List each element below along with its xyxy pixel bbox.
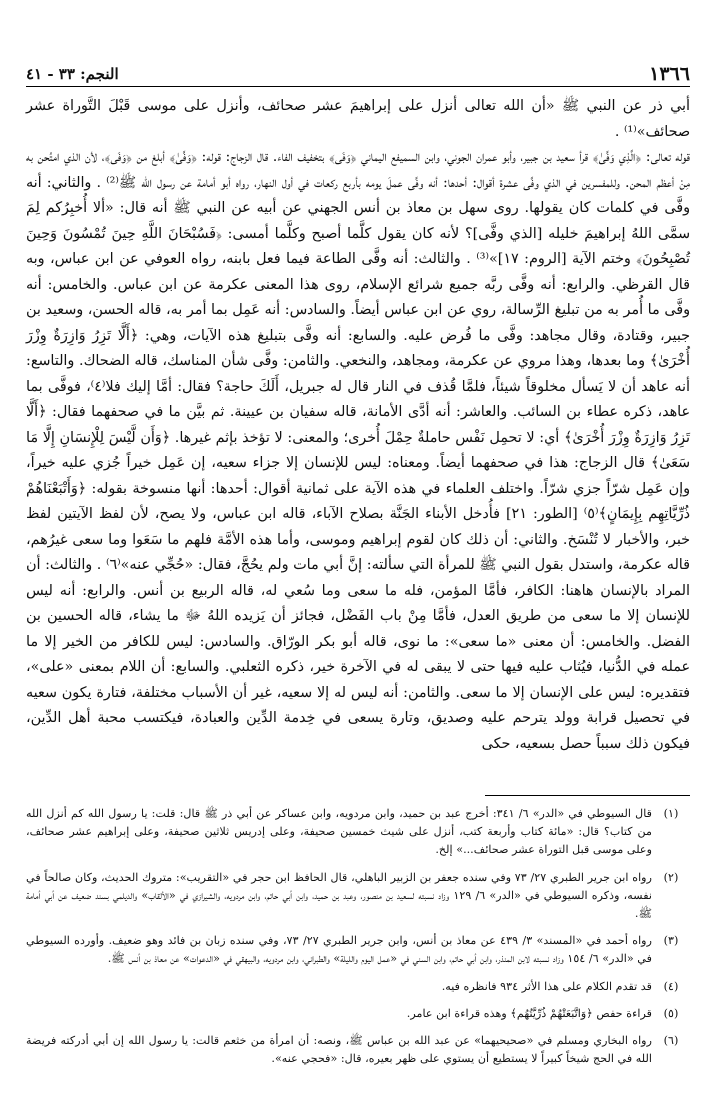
footnote-number: (٤): [663, 979, 679, 993]
footnote-item: [26, 805, 690, 860]
paragraph-1: أبي ذر عن النبي ﷺ «أن الله تعالى أنزل على إبراهيمَ عشر صحائف، وأنزل على موسى قَبْلَ التَّوراة عشر صحائف»⁽¹⁾ .: [26, 98, 690, 140]
footnote-text: رواه ابن جرير الطبري ٢٧/ ٧٣ وفي سنده جعفر بن الزبير الباهلي، قال الحافظ ابن حجر في «التقريب»: متروك الحديث، وكان صالحاً في نفسه، وذكره السيوطي في «الدر» ٦/ ١٢٩ وزاد نسبته لسعيد بن منصور، وعبد بن حميد، وابن أبي حاتم، وابن مردويه، والشيرازي في «الألقاب» والديلمي بسند ضعيف عن أبي أمامة ﷺ.: [26, 870, 652, 921]
footnotes: [26, 805, 690, 1077]
page-header: [26, 58, 690, 87]
footnote-separator: [485, 795, 690, 796]
footnote-text: قال السيوطي في «الدر» ٦/ ٣٤١: أخرج عبد بن حميد، وابن مردويه، وابن عساكر عن أبي ذر ﷺ قال: قلت: يا رسول الله كم أنزل الله من كتاب؟ قال: «مائة كتاب وأربعة كتب، أنزل على شيث خمسين صحيفة، وعلى إدريس ثلاثين صحيفة، وعلى إبراهيم عشر صحائف، وعلى موسى قبل التوراة عشر صحائف...» إلخ.: [26, 807, 652, 857]
footnote-item: [26, 932, 690, 968]
footnote-text: قراءة حفص ﴿وَاتَّبَعَتْهُمْ ذُرِّيَّتُهُم﴾ وهذه قراءة ابن عامر.: [406, 1006, 652, 1020]
footnote-item: [26, 1032, 690, 1068]
footnote-item: [26, 869, 690, 924]
footnote-text: قد تقدم الكلام على هذا الأثر ٩٣٤ فانظره فيه.: [441, 979, 652, 993]
footnote-number: (٥): [663, 1006, 679, 1020]
footnote-item: [26, 1005, 690, 1023]
footnote-number: (٣): [663, 934, 679, 948]
footnote-number: (١): [663, 807, 679, 820]
paragraph-2: قوله تعالى: ﴿الَّذِي وَفَّىٰ﴾ قرأ سعيد بن جبير، وأبو عمران الجوني، وابن السميفع اليماني ﴿وَفَى﴾ بتخفيف الفاء. قال الزجاج: قوله: ﴿وَفَّىٰ﴾ أبلغ من ﴿وَفَى﴾، لأن الذي امتُحن به مِنْ أعظم المحن. وللمفسرين في الذي وفَّى عشرة أقوال: أحدها: أنه وفَّى عملَ يومه بأربع ركعات في أول النهار، رواه أبو أمامة عن رسول الله ﷺ⁽²⁾ . والثاني: أنه وفَّى في كلمات كان يقولها. روى سهل بن معاذ بن أنس الجهني عن أبيه عن النبي ﷺ أنه قال: «ألا أُخبِرُكم لِمَ سمَّى اللهُ إبراهيمَ خليله [الذي وفَّى]؟ لأنه كان يقول كلَّما أصبح وكلَّما أمسى: ﴿فَسُبْحَانَ اللَّهِ حِينَ تُمْسُونَ وَحِينَ تُصْبِحُونَ﴾ وختم الآية [الروم: ١٧]»⁽³⁾ . والثالث: أنه وفَّى الطاعة فيما فعل بابنه، رواه العوفي عن ابن عباس، وبه قال القرظي. والرابع: أنه وفَّى ربَّه جميع شرائع الإسلام، روى هذا المعنى عكرمة عن ابن عباس. والخامس: أنه وفَّى ما أُمر به من تبليغ الرِّسالة، روي عن ابن عباس أيضاً. والسادس: أنه عَمِل بما أمر به، قاله الحسن، وسعيد بن جبير، وقتادة، وقال مجاهد: وفَّى ما فُرض عليه. والسابع: أنه وفَّى بتبليغ هذه الآيات، وهي: ﴿أَلَّا تَزِرُ وَازِرَةٌ وِزْرَ أُخْرَىٰ﴾ وما بعدها، وهذا مروي عن عكرمة، ومجاهد، والنخعي. والثامن: وفَّى شأن المناسك، قاله الضحاك. والتاسع: أنه عاهد أن لا يَسأل مخلوقاً شيئاً، فلمَّا قُذف في النار قال له جبريل، أَلَكَ حاجة؟ فقال: أمَّا إليك فلا⁽٤⁾، فوفَّى بما عاهد، ذكره عطاء بن السائب. والعاشر: أنه أدَّى الأمانة، قاله سفيان بن عيينة. ثم بيَّن ما في صحفهما فقال: ﴿أَلَّا تَزِرُ وَازِرَةٌ وِزْرَ أُخْرَىٰ﴾ أي: لا تحمِل نَفْس حاملةٌ حِمْلَ أُخرى؛ والمعنى: لا تؤخذ بإثم غيرها. ﴿وَأَن لَّيْسَ لِلْإِنسَانِ إِلَّا مَا سَعَىٰ﴾ قال الزجاج: هذا في صحفهما أيضاً. ومعناه: ليس للإنسان إلا جزاء سعيه، إن عَمِل خيراً جُزي عليه خيراً، وإن عَمِل شرّاً جزي شرّاً. واختلف العلماء في هذه الآية على ثمانية أقوال: أحدها: أنها منسوخة بقوله: ﴿وَأَتْبَعْنَاهُمْ ذُرِّيَّاتِهِم بِإِيمَانٍ﴾⁽٥⁾ [الطور: ٢١] فأُدخل الأبناء الجَنَّة بصلاح الآباء، قاله ابن عباس، ولا يصح، لأن لفظ الآيتين لفظ خبر، والأخبار لا تُنْسَخ. والثاني: أن ذلك كان لقوم إبراهيم وموسى، وأما هذه الأمَّة فلهم ما سَعَوا وما سعى غيرُهم، قاله عكرمة، واستدل بقول النبي ﷺ للمرأة التي سألته: إنَّ أبي مات ولم يحُجَّ، فقال: «حُجِّي عنه»⁽٦⁾ . والثالث: أن المراد بالإنسان هاهنا: الكافر، فأمَّا المؤمن، فله ما سعى وما سُعي له، قاله الربيع بن أنس. والرابع: أنه ليس للإنسان إلا ما سعى من طريق العدل، فأمَّا مِنْ باب الفَضْل، فجائز أن يَزيده اللهُ ﷻ ما يشاء، قاله الحسين بن الفضل. والخامس: أن معنى «ما سعى»: ما نوى، قاله أبو بكر الورّاق. والسادس: ليس للكافر من الخير إلا ما عمله في الدُّنيا، فيُثاب عليه فيها حتى لا يبقى له في الآخرة خير، ذكره الثعلبي. والسابع: أن اللام بمعنى «على»، فتقديره: ليس على الإنسان إلا ما سعى. والثامن: أنه ليس له إلا سعيه، غير أن الأسباب مختلفة، فتارة يكون سعيه في تحصيل قرابة وولد يترحم عليه وصديق، وتارة يسعى في خِدمة الدِّين والعبادة، فيكتسب محبة أهل الدِّين، فيكون ذلك سبباً حصل بسعيه، حكى: [26, 149, 690, 752]
running-head: النجم: ٣٣ - ٤١: [26, 65, 119, 83]
footnote-text: رواه البخاري ومسلم في «صحيحيهما» عن عبد الله بن عباس ﷺ، ونصه: أن امرأة من خثعم قالت: يا رسول الله إن أبي أدركته فريضة الله في الحج شيخاً كبيراً لا يستطيع أن يستوي على ظهر بعيره، قال: «فحجي عنه».: [26, 1034, 652, 1066]
footnote-number: (٦): [663, 1034, 679, 1048]
page-number: ١٣٦٦: [649, 63, 690, 85]
footnote-item: [26, 978, 690, 996]
footnote-text: رواه أحمد في «المسند» ٣/ ٤٣٩ عن معاذ بن أنس، وابن جرير الطبري ٢٧/ ٧٣، وفي سنده زبان بن فائد وهو ضعيف. وأورده السيوطي في «الدر» ٦/ ١٥٤ وزاد نسبته لابن المنذر، وابن أبي حاتم، وابن السني في «عمل اليوم والليلة» والطبراني، وابن مردويه، والبيهقي في «الدعوات» عن معاذ بن أنس ﷺ.: [26, 934, 652, 966]
footnote-number: (٢): [663, 870, 679, 884]
main-text: [26, 94, 690, 757]
